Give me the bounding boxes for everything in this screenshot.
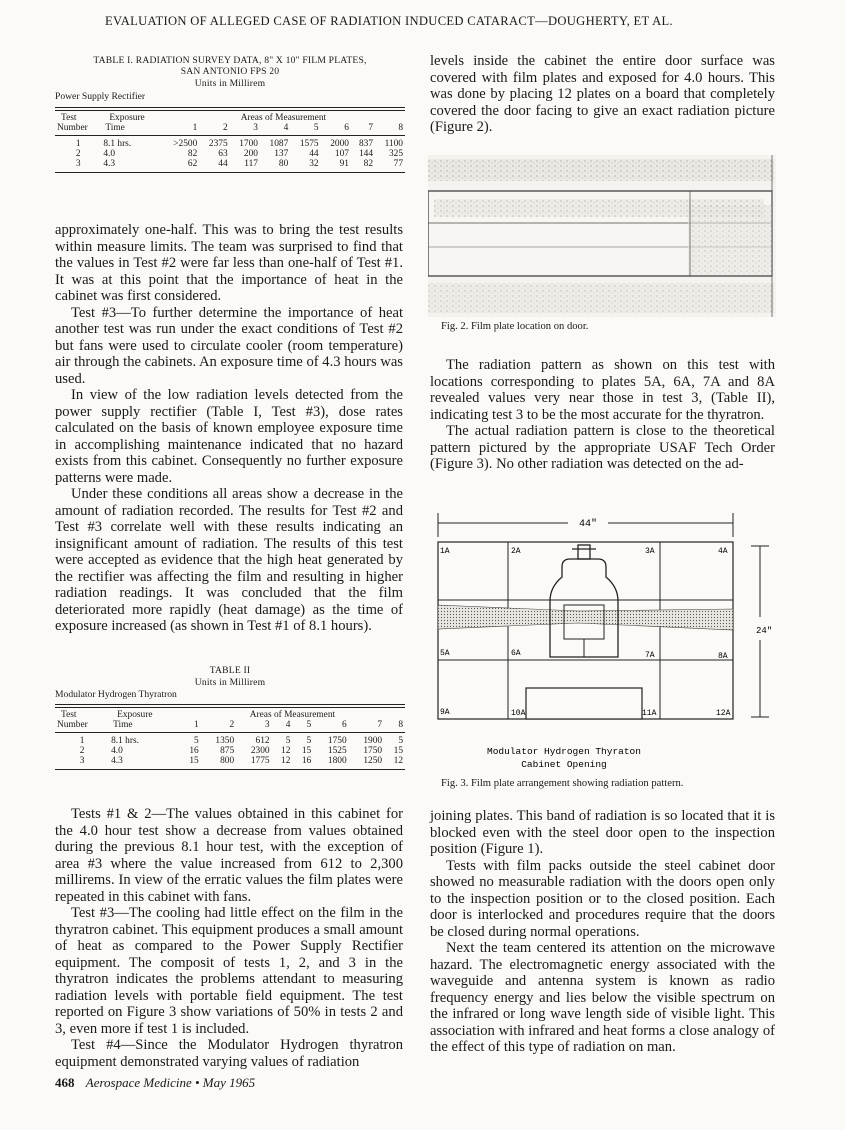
page-number: 468 [55,1075,75,1090]
page-footer [55,1075,255,1091]
table-2-title: TABLE II [209,665,251,676]
table-2-rule [55,704,405,708]
table-row [55,756,405,766]
table-1-title: TABLE I. RADIATION SURVEY DATA, 8" X 10" FILM PLATES, [93,55,367,66]
table-2-units: Units in Millirem [194,677,266,688]
cell: 2375 [208,139,228,149]
area-header: 3 [253,123,258,133]
cell: 4.3 [103,159,116,169]
cell: 2 [75,149,81,159]
cell: 62 [187,159,198,169]
plate-label: 6A [511,649,521,658]
area-header: 2 [222,123,228,133]
table-1-rule [55,107,405,111]
paragraph: approximately one-half. This was to bring the test results within measure limits. The team was surprised to find that the values in Test #2 were far less than one-half of Test #1. It was at this point that the importance of heat in the cabinet was first considered. [55,222,403,304]
cell: 12 [281,756,291,766]
cell: 15 [393,746,403,756]
diagram-caption-line-2: Cabinet Opening [521,759,607,770]
cell: 16 [301,756,312,766]
area-header: 4 [283,123,289,133]
area-header: 2 [229,720,235,730]
table-row [55,746,405,756]
cell: 1700 [239,139,258,149]
cell: 4.0 [111,746,123,756]
cell: 137 [274,149,289,159]
tube-base [526,688,642,719]
plate-label: 3A [645,547,655,556]
cell: 2 [79,746,85,756]
figure-2 [428,155,776,317]
area-header: 3 [264,720,270,730]
area-header: 7 [368,123,374,133]
plate-label: 8A [718,652,728,661]
cell: 107 [334,149,349,159]
areas-header: Areas of Measurement [249,710,336,720]
width-label: 44" [578,519,598,530]
paragraph: Test #3—The cooling had little effect on the film in the thyratron cabinet. This equipment produces a small amount of heat as compared to the Power Supply Rectifier equipment. The composit of tests 1, 2, and 3 in the thyratron indicates the problems attendant to measuring radiation levels with portable field equipment. The test reported on Figure 3 show variations of 50% in tests 2 and 3, even more if test 1 is included. [55,905,403,1037]
cell: 8.1 hrs. [111,736,139,746]
plate-label: 4A [718,547,728,556]
paragraph: levels inside the cabinet the entire door surface was covered with film plates and exposed for 4.0 hours. This was done by placing 12 plates on a board that completely covered the door facing to give an exact radiation picture (Figure 2). [430,53,775,135]
plate-label: 11A [642,709,657,718]
cell: 32 [309,159,319,169]
table-1-units: Units in Millirem [194,78,266,89]
cell: >2500 [173,139,198,149]
figure-3 [428,505,780,775]
journal-name: Aerospace Medicine • May 1965 [85,1075,256,1090]
area-header: 8 [398,123,403,133]
table-1-area-row [55,123,405,133]
paragraph: The actual radiation pattern is close to the theoretical pattern pictured by the appropriate USAF Tech Order (Figure 3). No other radiation was detected on the ad- [430,423,775,472]
table-2-grid [55,710,405,766]
plate-label: 2A [511,547,521,556]
cell: 2300 [250,746,270,756]
left-column-bottom [55,806,403,1070]
area-header: 5 [313,123,319,133]
cell: 5 [306,736,312,746]
table-row [55,159,405,169]
area-header: 1 [192,123,198,133]
table-2 [55,665,405,770]
col-time: Time [113,720,133,730]
cell: 16 [189,746,199,756]
right-column-bottom [430,808,775,1056]
cell: 612 [255,736,270,746]
col-test: Test [61,113,77,123]
cell: 117 [244,159,258,169]
cell: 12 [281,746,291,756]
cell: 80 [278,159,289,169]
height-label: 24" [756,626,773,636]
paragraph: Under these conditions all areas show a decrease in the amount of radiation recorded. The results for Test #2 and Test #3 correlate well with these results indicating an insignificant amount of radiation. The results of this test were accepted as evidence that the high heat generated by the rectifier was affecting the film and resulting in higher radiation readings. It was concluded that the film deteriorated more rapidly (heat damage) as the time of exposure increased (as shown in Test #1 of 8.1 hours). [55,486,403,634]
cell: 15 [301,746,312,756]
film-plate-photo [428,155,776,317]
cell: 12 [393,756,403,766]
diagram-caption-line-1: Modulator Hydrogen Thyraton [487,746,641,757]
area-header: 6 [344,123,349,133]
cell: 3 [75,159,81,169]
table-2-subject: Modulator Hydrogen Thyratron [55,689,177,700]
paragraph: Tests with film packs outside the steel cabinet door showed no measurable radiation with the doors open only to the inspection position or to the closed position. Each door is interlocked and procedures require that the doors be closed during normal operations. [430,857,775,940]
left-column-top [55,222,403,635]
table-2-bottom-rule [55,769,405,770]
plate-label: 12A [716,709,731,718]
cell: 1775 [250,756,270,766]
col-number: Number [57,720,88,730]
cell: 1350 [215,736,235,746]
cell: 91 [339,159,349,169]
area-header: 5 [306,720,312,730]
table-2-area-row [55,720,405,730]
cell: 1900 [363,736,383,746]
cell: 1250 [363,756,383,766]
paragraph: In view of the low radiation levels detected from the power supply rectifier (Table I, Test #3), dose rates calculated on the basis of known employee exposure time in accomplishing maintenance indicated that no hazard exists from this cabinet. Consequently no further exposure patterns were made. [55,387,403,486]
area-header: 4 [285,720,291,730]
table-1-title-2: SAN ANTONIO FPS 20 [180,66,280,77]
running-header: EVALUATION OF ALLEGED CASE OF RADIATION INDUCED CATARACT—DOUGHERTY, ET AL. [105,14,673,28]
plate-label: 7A [645,651,655,660]
cell: 1 [75,139,81,149]
cell: 325 [388,149,403,159]
right-column-top [430,53,775,136]
cell: 144 [358,149,374,159]
cell: 2000 [330,139,349,149]
table-row [55,149,405,159]
figure-3-caption: Fig. 3. Film plate arrangement showing radiation pattern. [441,778,684,789]
table-1-bottom-rule [55,172,405,173]
cell: 837 [358,139,374,149]
table-1 [55,55,405,173]
area-header: 6 [341,720,347,730]
cell: 5 [285,736,291,746]
right-column-middle [430,357,775,473]
area-header: 7 [377,720,383,730]
cell: 8.1 hrs. [103,139,132,149]
cell: 5 [398,736,403,746]
cell: 1750 [327,736,347,746]
cell: 4.3 [111,756,123,766]
cell: 82 [363,159,374,169]
cell: 4.0 [103,149,116,159]
film-plate-diagram [428,505,780,775]
area-header: 1 [194,720,199,730]
plate-label: 10A [511,709,526,718]
plate-label: 1A [440,547,450,556]
cell: 200 [243,149,258,159]
cell: 800 [220,756,235,766]
area-header: 8 [398,720,403,730]
table-1-grid [55,113,405,169]
col-time: Time [105,123,125,133]
paragraph: The radiation pattern as shown on this test with locations corresponding to plates 5A, 6A, 7A and 8A revealed values very near those in test 3, (Table II), indicating test 3 to be the most accurate for the thyratron. [430,357,775,423]
cell: 1800 [327,756,347,766]
cell: 1525 [327,746,347,756]
cell: 63 [218,149,228,159]
paragraph: Next the team centered its attention on the microwave hazard. The electromagnetic energy associated with the waveguide and antenna system is known as radio frequency energy and lies below the visible spectrum on the infrared or long wave length side of visible light. This association with infrared and heat forms a close analogy of the effect of this type of radiation on man. [430,940,775,1055]
paragraph: joining plates. This band of radiation is so located that it is blocked even with the steel door open to the inspection position (Figure 1). [430,808,775,857]
table-row [55,139,405,149]
col-number: Number [57,123,88,133]
cell: 15 [189,756,199,766]
paragraph: Tests #1 & 2—The values obtained in this cabinet for the 4.0 hour test show a decrease from values obtained during the previous 8.1 hour test, with the exception of area #3 where the value increased from 612 to 2,300 millirems. In view of the erratic values the film plates were repeated in this cabinet with fans. [55,806,403,905]
paragraph: Test #4—Since the Modulator Hydrogen thyratron equipment demonstrated varying values of radiation [55,1037,403,1070]
cell: 44 [309,149,319,159]
areas-header: Areas of Measurement [240,113,327,123]
table-row [55,736,405,746]
table-1-subject: Power Supply Rectifier [55,91,146,102]
plate-label: 9A [440,708,450,717]
cell: 82 [187,149,198,159]
plate-label: 5A [440,649,450,658]
cell: 1087 [269,139,289,149]
col-exposure: Exposure [117,710,153,720]
cell: 44 [218,159,228,169]
cell: 1 [79,736,85,746]
cell: 1575 [299,139,319,149]
cell: 1750 [363,746,383,756]
cell: 77 [393,159,403,169]
cell: 875 [220,746,235,756]
cell: 1100 [384,139,403,149]
cell: 5 [194,736,199,746]
cell: 3 [79,756,85,766]
col-exposure: Exposure [109,113,145,123]
figure-2-caption: Fig. 2. Film plate location on door. [441,321,589,332]
col-test: Test [61,710,77,720]
paragraph: Test #3—To further determine the importance of heat another test was run under the exact conditions of Test #2 but fans were used to circulate cooler (room temperature) air through the cabinets. An exposure time of 4.3 hours was used. [55,304,403,387]
